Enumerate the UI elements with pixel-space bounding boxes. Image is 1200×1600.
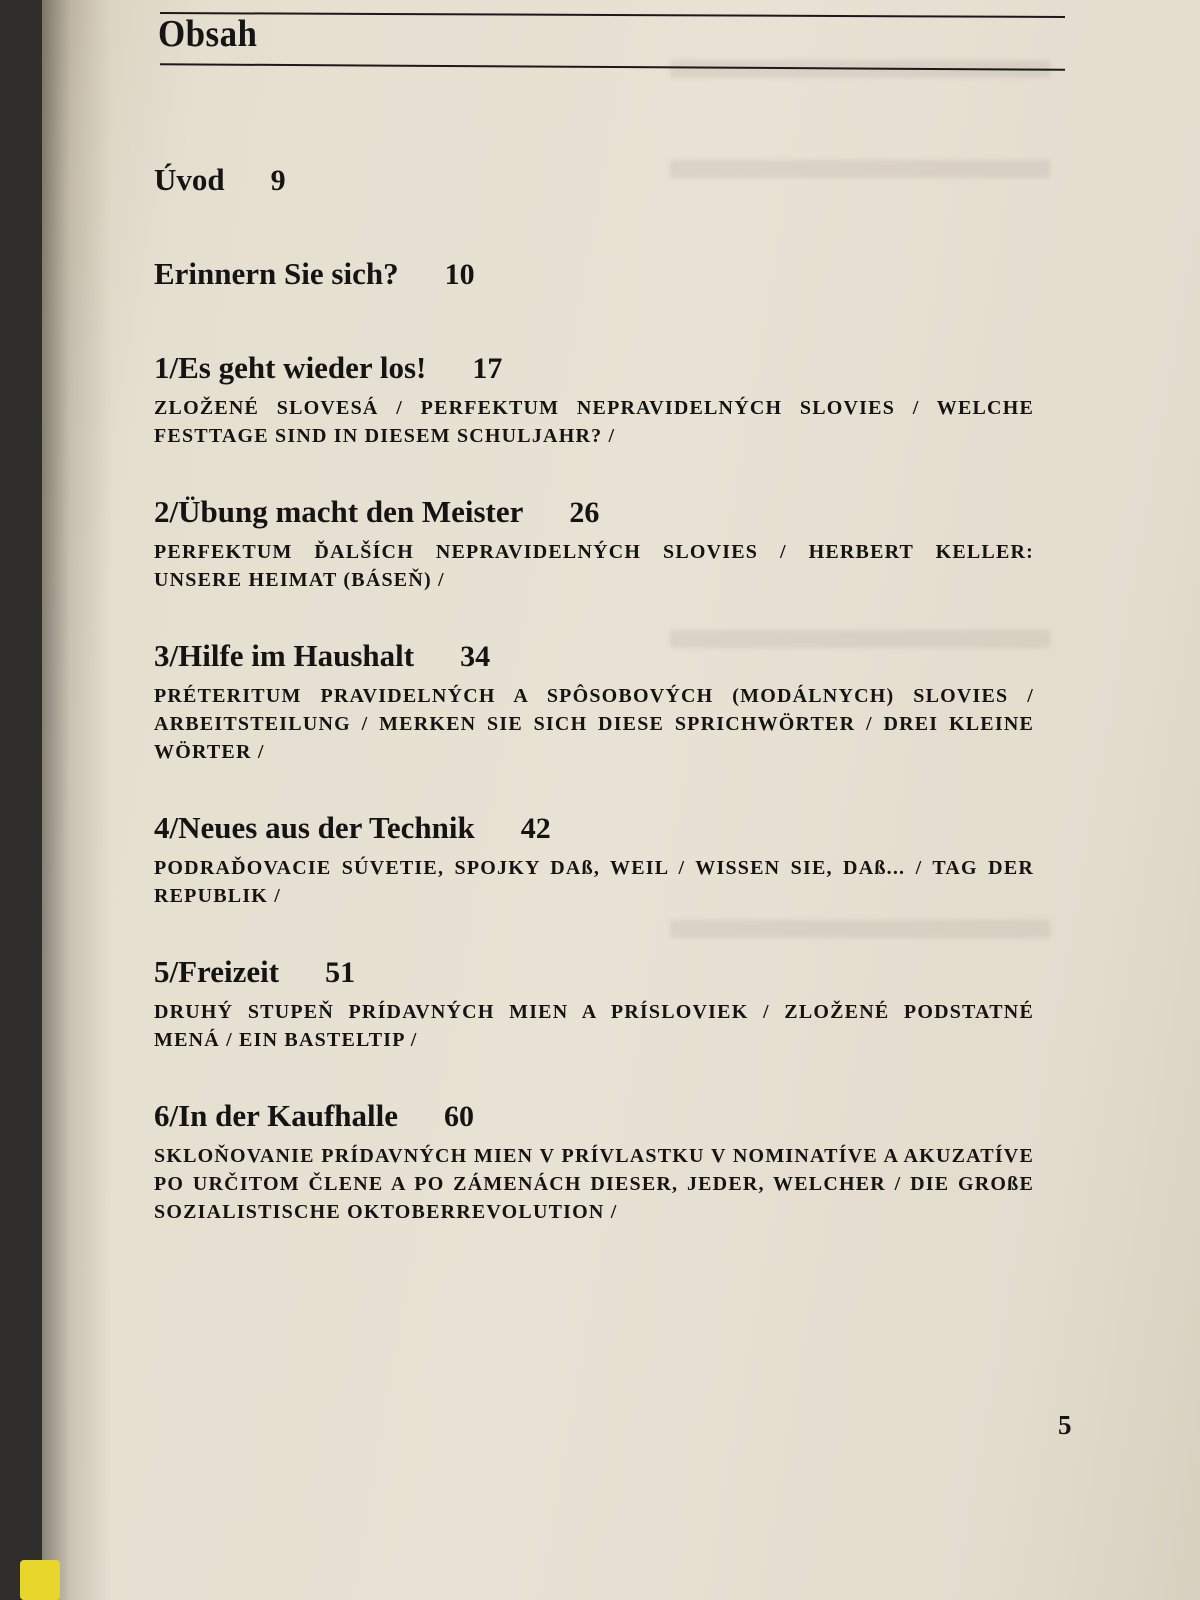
toc-entry-title: 4/Neues aus der Technik [154,810,475,845]
toc-entry [154,162,1074,198]
toc-entry-description: PERFEKTUM ĎALŠÍCH NEPRAVIDELNÝCH SLOVIES / HERBERT KELLER: UNSERE HEIMAT (BÁSEŇ) / [154,541,1034,591]
gutter-shadow [42,0,112,1600]
toc-entry-page: 9 [270,164,286,197]
toc-entry-title-row [154,810,1074,846]
toc-entry [154,810,1074,910]
page-number: 5 [1058,1410,1072,1440]
toc-entry [154,638,1074,766]
toc-entry-title: 3/Hilfe im Haushalt [154,638,415,673]
toc-entry-title-row [154,256,1074,292]
toc-entry-description: ZLOŽENÉ SLOVESÁ / PERFEKTUM NEPRAVIDELNÝCH SLOVIES / WELCHE FESTTAGE SIND IN DIESEM SCHULJAHR? / [154,397,1034,447]
toc-entry-title: 5/Freizeit [154,954,280,989]
toc-entry-title: 1/Es geht wieder los! [154,350,427,385]
toc-entry-page: 10 [444,258,475,291]
page-heading: Obsah [158,13,258,55]
toc-entry [154,1098,1074,1226]
toc-entry-description: SKLOŇOVANIE PRÍDAVNÝCH MIEN V PRÍVLASTKU V NOMINATÍVE A AKUZATÍVE PO URČITOM ČLENE A PO ZÁMENÁCH DIESER, JEDER, WELCHER / DIE GROßE SOZIALISTISCHE OKTOBERREVOLUTION / [154,1145,1034,1223]
toc-entry-title-row [154,954,1074,990]
toc-entry-page: 26 [569,496,600,529]
toc-entry-page: 60 [444,1100,475,1133]
toc-entry-title: Úvod [154,162,225,197]
toc-entry-title-row [154,638,1074,674]
toc-entry-page: 42 [520,812,551,845]
table-of-contents [154,150,1074,1226]
book-page [42,0,1200,1600]
toc-entry [154,494,1074,594]
top-rule [160,12,1065,18]
toc-entry-page: 34 [460,640,491,673]
yellow-edge [20,1560,60,1600]
toc-entry-title-row [154,162,1074,198]
toc-entry-description: PODRAĎOVACIE SÚVETIE, SPOJKY DAß, WEIL / WISSEN SIE, DAß... / TAG DER REPUBLIK / [154,857,1034,907]
toc-entry [154,256,1074,292]
toc-entry-description: DRUHÝ STUPEŇ PRÍDAVNÝCH MIEN A PRÍSLOVIEK / ZLOŽENÉ PODSTATNÉ MENÁ / EIN BASTELTIP / [154,1001,1034,1051]
toc-entry-title: 6/In der Kaufhalle [154,1098,399,1133]
toc-entry-description: PRÉTERITUM PRAVIDELNÝCH A SPÔSOBOVÝCH (MODÁLNYCH) SLOVIES / ARBEITSTEILUNG / MERKEN SIE SICH DIESE SPRICHWÖRTER / DREI KLEINE WÖRTER / [154,685,1034,763]
toc-entry [154,350,1074,450]
toc-entry-title-row [154,1098,1074,1134]
toc-entry-title: Erinnern Sie sich? [154,256,399,291]
toc-entry [154,954,1074,1054]
toc-entry-title: 2/Übung macht den Meister [154,494,524,529]
toc-entry-title-row [154,494,1074,530]
toc-entry-title-row [154,350,1074,386]
toc-entry-page: 51 [325,956,356,989]
toc-entry-page: 17 [472,352,503,385]
